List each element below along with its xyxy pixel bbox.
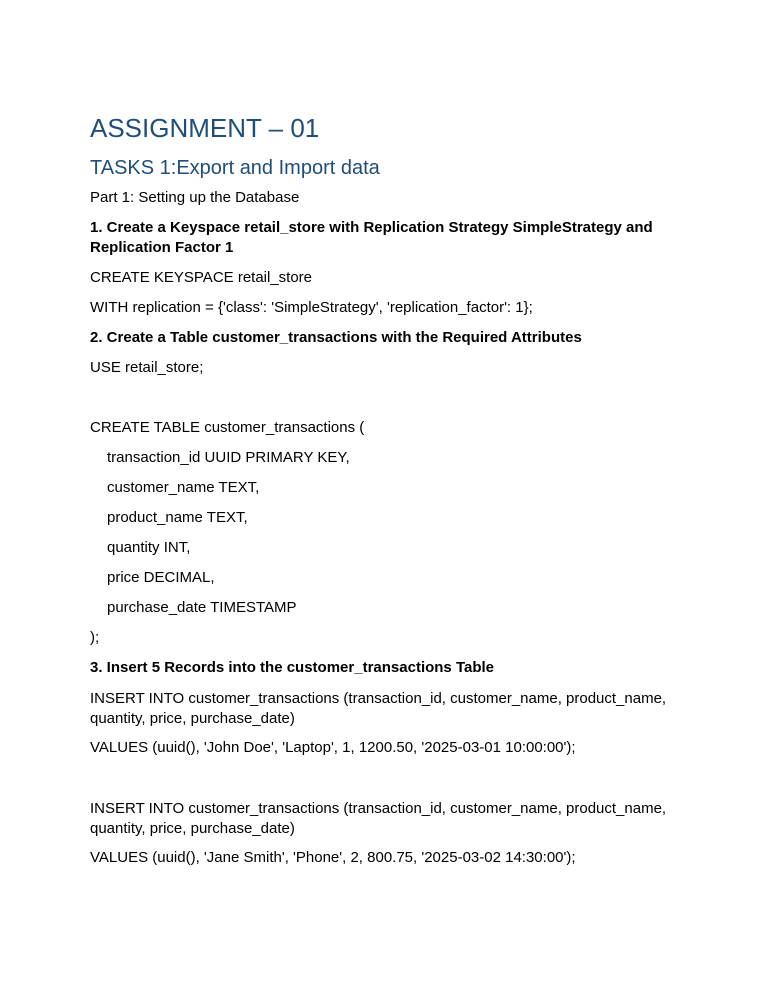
column-definition: product_name TEXT, <box>107 509 248 526</box>
step1-code-line2: WITH replication = {'class': 'SimpleStrategy', 'replication_factor': 1}; <box>90 299 533 316</box>
step1-heading: 1. Create a Keyspace retail_store with Replication Strategy SimpleStrategy and Replication Factor 1 <box>90 219 653 256</box>
step2-heading: 2. Create a Table customer_transactions with the Required Attributes <box>90 329 582 346</box>
insert1-values: VALUES (uuid(), 'John Doe', 'Laptop', 1, 1200.50, '2025-03-01 10:00:00'); <box>90 739 576 756</box>
insert1-statement: INSERT INTO customer_transactions (transaction_id, customer_name, product_name, quantity, price, purchase_date) <box>90 690 667 727</box>
create-table-statement: CREATE TABLE customer_transactions ( <box>90 419 365 436</box>
part-heading: Part 1: Setting up the Database <box>90 189 300 206</box>
task-heading: TASKS 1:Export and Import data <box>90 157 380 179</box>
create-table-close: ); <box>90 629 100 646</box>
insert2-values: VALUES (uuid(), 'Jane Smith', 'Phone', 2, 800.75, '2025-03-02 14:30:00'); <box>90 849 576 866</box>
column-definition: customer_name TEXT, <box>107 479 260 496</box>
insert2-statement: INSERT INTO customer_transactions (transaction_id, customer_name, product_name, quantity, price, purchase_date) <box>90 800 667 837</box>
column-definition: price DECIMAL, <box>107 569 215 586</box>
column-definition: quantity INT, <box>107 539 191 556</box>
document-title: ASSIGNMENT – 01 <box>90 113 320 143</box>
column-definition: transaction_id UUID PRIMARY KEY, <box>107 449 350 466</box>
use-statement: USE retail_store; <box>90 359 204 376</box>
column-definition: purchase_date TIMESTAMP <box>107 599 297 616</box>
step3-heading: 3. Insert 5 Records into the customer_transactions Table <box>90 659 495 676</box>
step1-code-line1: CREATE KEYSPACE retail_store <box>90 269 313 286</box>
